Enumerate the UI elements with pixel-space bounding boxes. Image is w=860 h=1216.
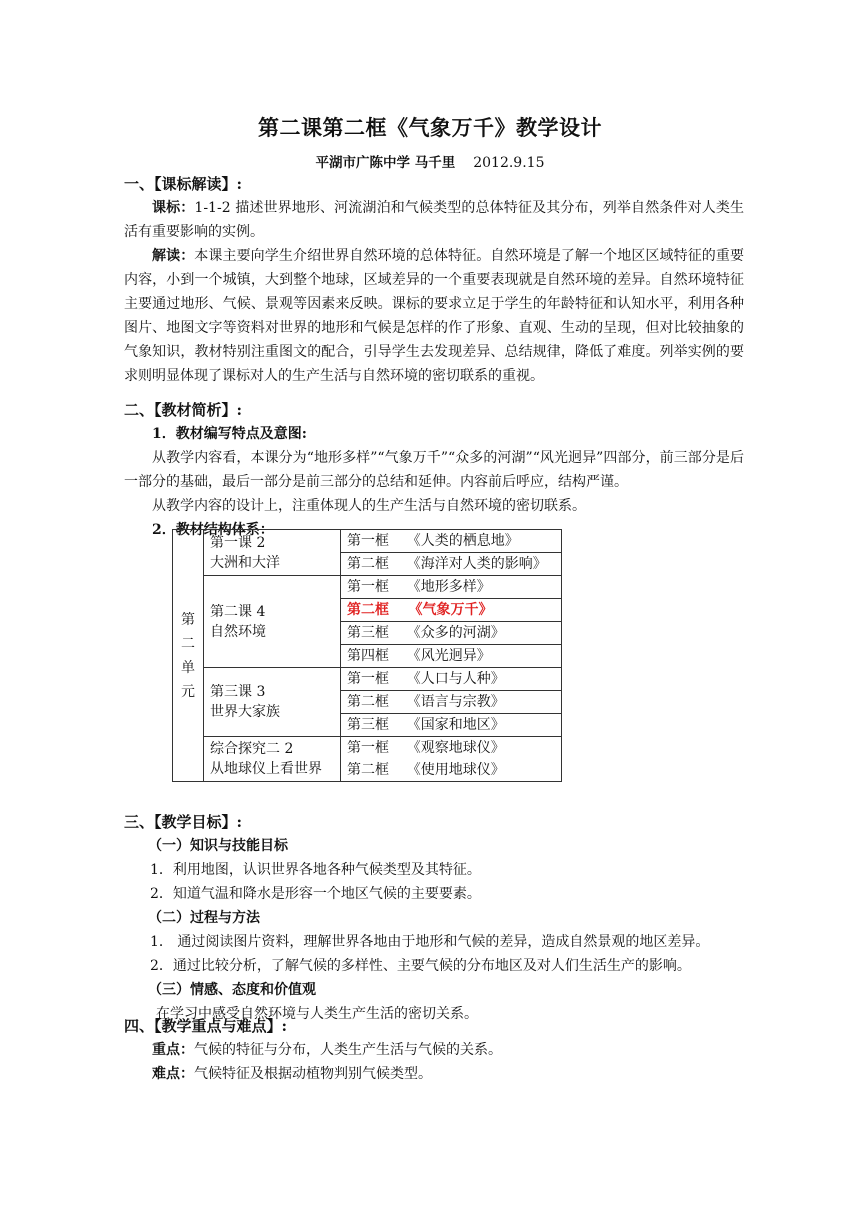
key-point (124, 1038, 744, 1062)
paragraph-design: 从教学内容的设计上，注重体现人的生产生活与自然环境的密切联系。 (152, 498, 586, 514)
objective-item: 在学习中感受自然环境与人类生产生活的密切关系。 (156, 1006, 478, 1022)
section-heading: 三、【教学目标】: (124, 813, 243, 831)
section-heading: 四、【教学重点与难点】: (124, 1017, 288, 1035)
structure-table (172, 529, 562, 782)
paragraph-standard (124, 196, 744, 244)
lesson-name: 从地球仪上看世界 (210, 761, 322, 777)
label-interpretation: 解读： (152, 248, 195, 264)
lesson-cell (204, 668, 341, 737)
objective-group-title: （三）情感、态度和价值观 (148, 982, 316, 998)
label-standard: 课标： (152, 200, 195, 216)
frame-cell: 第二框 《语言与宗教》 (341, 691, 562, 714)
lesson-name: 大洲和大洋 (210, 554, 280, 571)
label-key: 重点： (152, 1042, 194, 1058)
subsection-title: 1．教材编写特点及意图: (152, 426, 307, 442)
frame-cell: 第四框 《风光迥异》 (341, 645, 562, 668)
frame-cell: 第一框 《地形多样》 (341, 576, 562, 599)
objective-group-title: （二）过程与方法 (148, 910, 260, 926)
author-line (0, 151, 860, 171)
frame-cell: 第三框 《众多的河湖》 (341, 622, 562, 645)
section-key-points (124, 1014, 744, 1086)
lesson-number: 第二课 4 (210, 603, 266, 620)
frame-cell-current: 第二框 《气象万千》 (341, 599, 562, 622)
section-heading: 二、【教材简析】: (124, 401, 243, 419)
difficult-point (124, 1062, 744, 1086)
lesson-cell (204, 576, 341, 668)
document-title: 第二课第二框《气象万千》教学设计 (258, 115, 602, 140)
unit-cell (173, 530, 204, 782)
frame-cell: 第一框 《人口与人种》 (341, 668, 562, 691)
text-interpretation: 本课主要向学生介绍世界自然环境的总体特征。自然环境是了解一个地区区域特征的重要内容，小到一个城镇，大到整个地球，区域差异的一个重要表现就是自然环境的差异。自然环境特征主要通过地形、气候、景观等因素来反映。课标的要求立足于学生的年龄特征和认知水平，利用各种图片、地图文字等资料对世界的地形和气候是怎样的作了形象、直观、生动的呈现，但对比较抽象的气象知识，教材特别注重图文的配合，引导学生去发现差异、总结规律，降低了难度。列举实例的要求则明显体现了课标对人的生产生活与自然环境的密切联系的重视。 (124, 248, 745, 384)
objective-item: 1． 通过阅读图片资料，理解世界各地由于地形和气候的差异，造成自然景观的地区差异。 (150, 934, 710, 950)
objective-item: 1．利用地图，认识世界各地各种气候类型及其特征。 (150, 862, 481, 878)
lesson-cell (204, 530, 341, 576)
paragraph-interpretation (124, 244, 744, 388)
section-textbook (124, 398, 744, 542)
frame-cell: 第一框 《人类的栖息地》 (341, 530, 562, 553)
text-standard: 1-1-2 描述世界地形、河流湖泊和气候类型的总体特征及其分布，列举自然条件对人类生活有重要影响的实例。 (124, 200, 744, 240)
frame-cell: 第二框 《海洋对人类的影响》 (341, 553, 562, 576)
objective-item: 2．知道气温和降水是形容一个地区气候的主要要素。 (150, 886, 481, 902)
paragraph-content: 从教学内容看，本课分为“地形多样”“气象万千”“众多的河湖”“风光迥异”四部分，前三部分是后一部分的基础，最后一部分是前三部分的总结和延伸。内容前后呼应，结构严谨。 (124, 450, 744, 490)
section-heading: 一、【课标解读】: (124, 175, 243, 193)
lesson-cell (204, 737, 341, 782)
author-date: 2012.9.15 (473, 155, 545, 171)
frame-cell: 第一框 《观察地球仪》 (341, 737, 562, 760)
text-key: 气候的特征与分布，人类生产生活与气候的关系。 (194, 1042, 502, 1058)
lesson-number: 第一课 2 (210, 534, 266, 551)
section-objectives (124, 810, 744, 1026)
frame-cell: 第三框 《国家和地区》 (341, 714, 562, 737)
lesson-number: 综合探究二 2 (210, 741, 294, 757)
lesson-number: 第三课 3 (210, 684, 266, 700)
frame-cell: 第二框 《使用地球仪》 (341, 759, 562, 782)
lesson-name: 自然环境 (210, 623, 266, 640)
text-difficult: 气候特征及根据动植物判别气候类型。 (194, 1066, 432, 1082)
label-difficult: 难点： (152, 1066, 194, 1082)
objective-group-title: （一）知识与技能目标 (148, 838, 288, 854)
lesson-name: 世界大家族 (210, 704, 280, 720)
section-curriculum (124, 172, 744, 388)
subsection-title: 2．教材结构体系： (152, 522, 274, 538)
unit-label: 第二单元 (181, 611, 195, 700)
objective-item: 2．通过比较分析，了解气候的多样性、主要气候的分布地区及对人们生活生产的影响。 (150, 958, 691, 974)
author-name: 平湖市广陈中学 马千里 (315, 155, 456, 171)
